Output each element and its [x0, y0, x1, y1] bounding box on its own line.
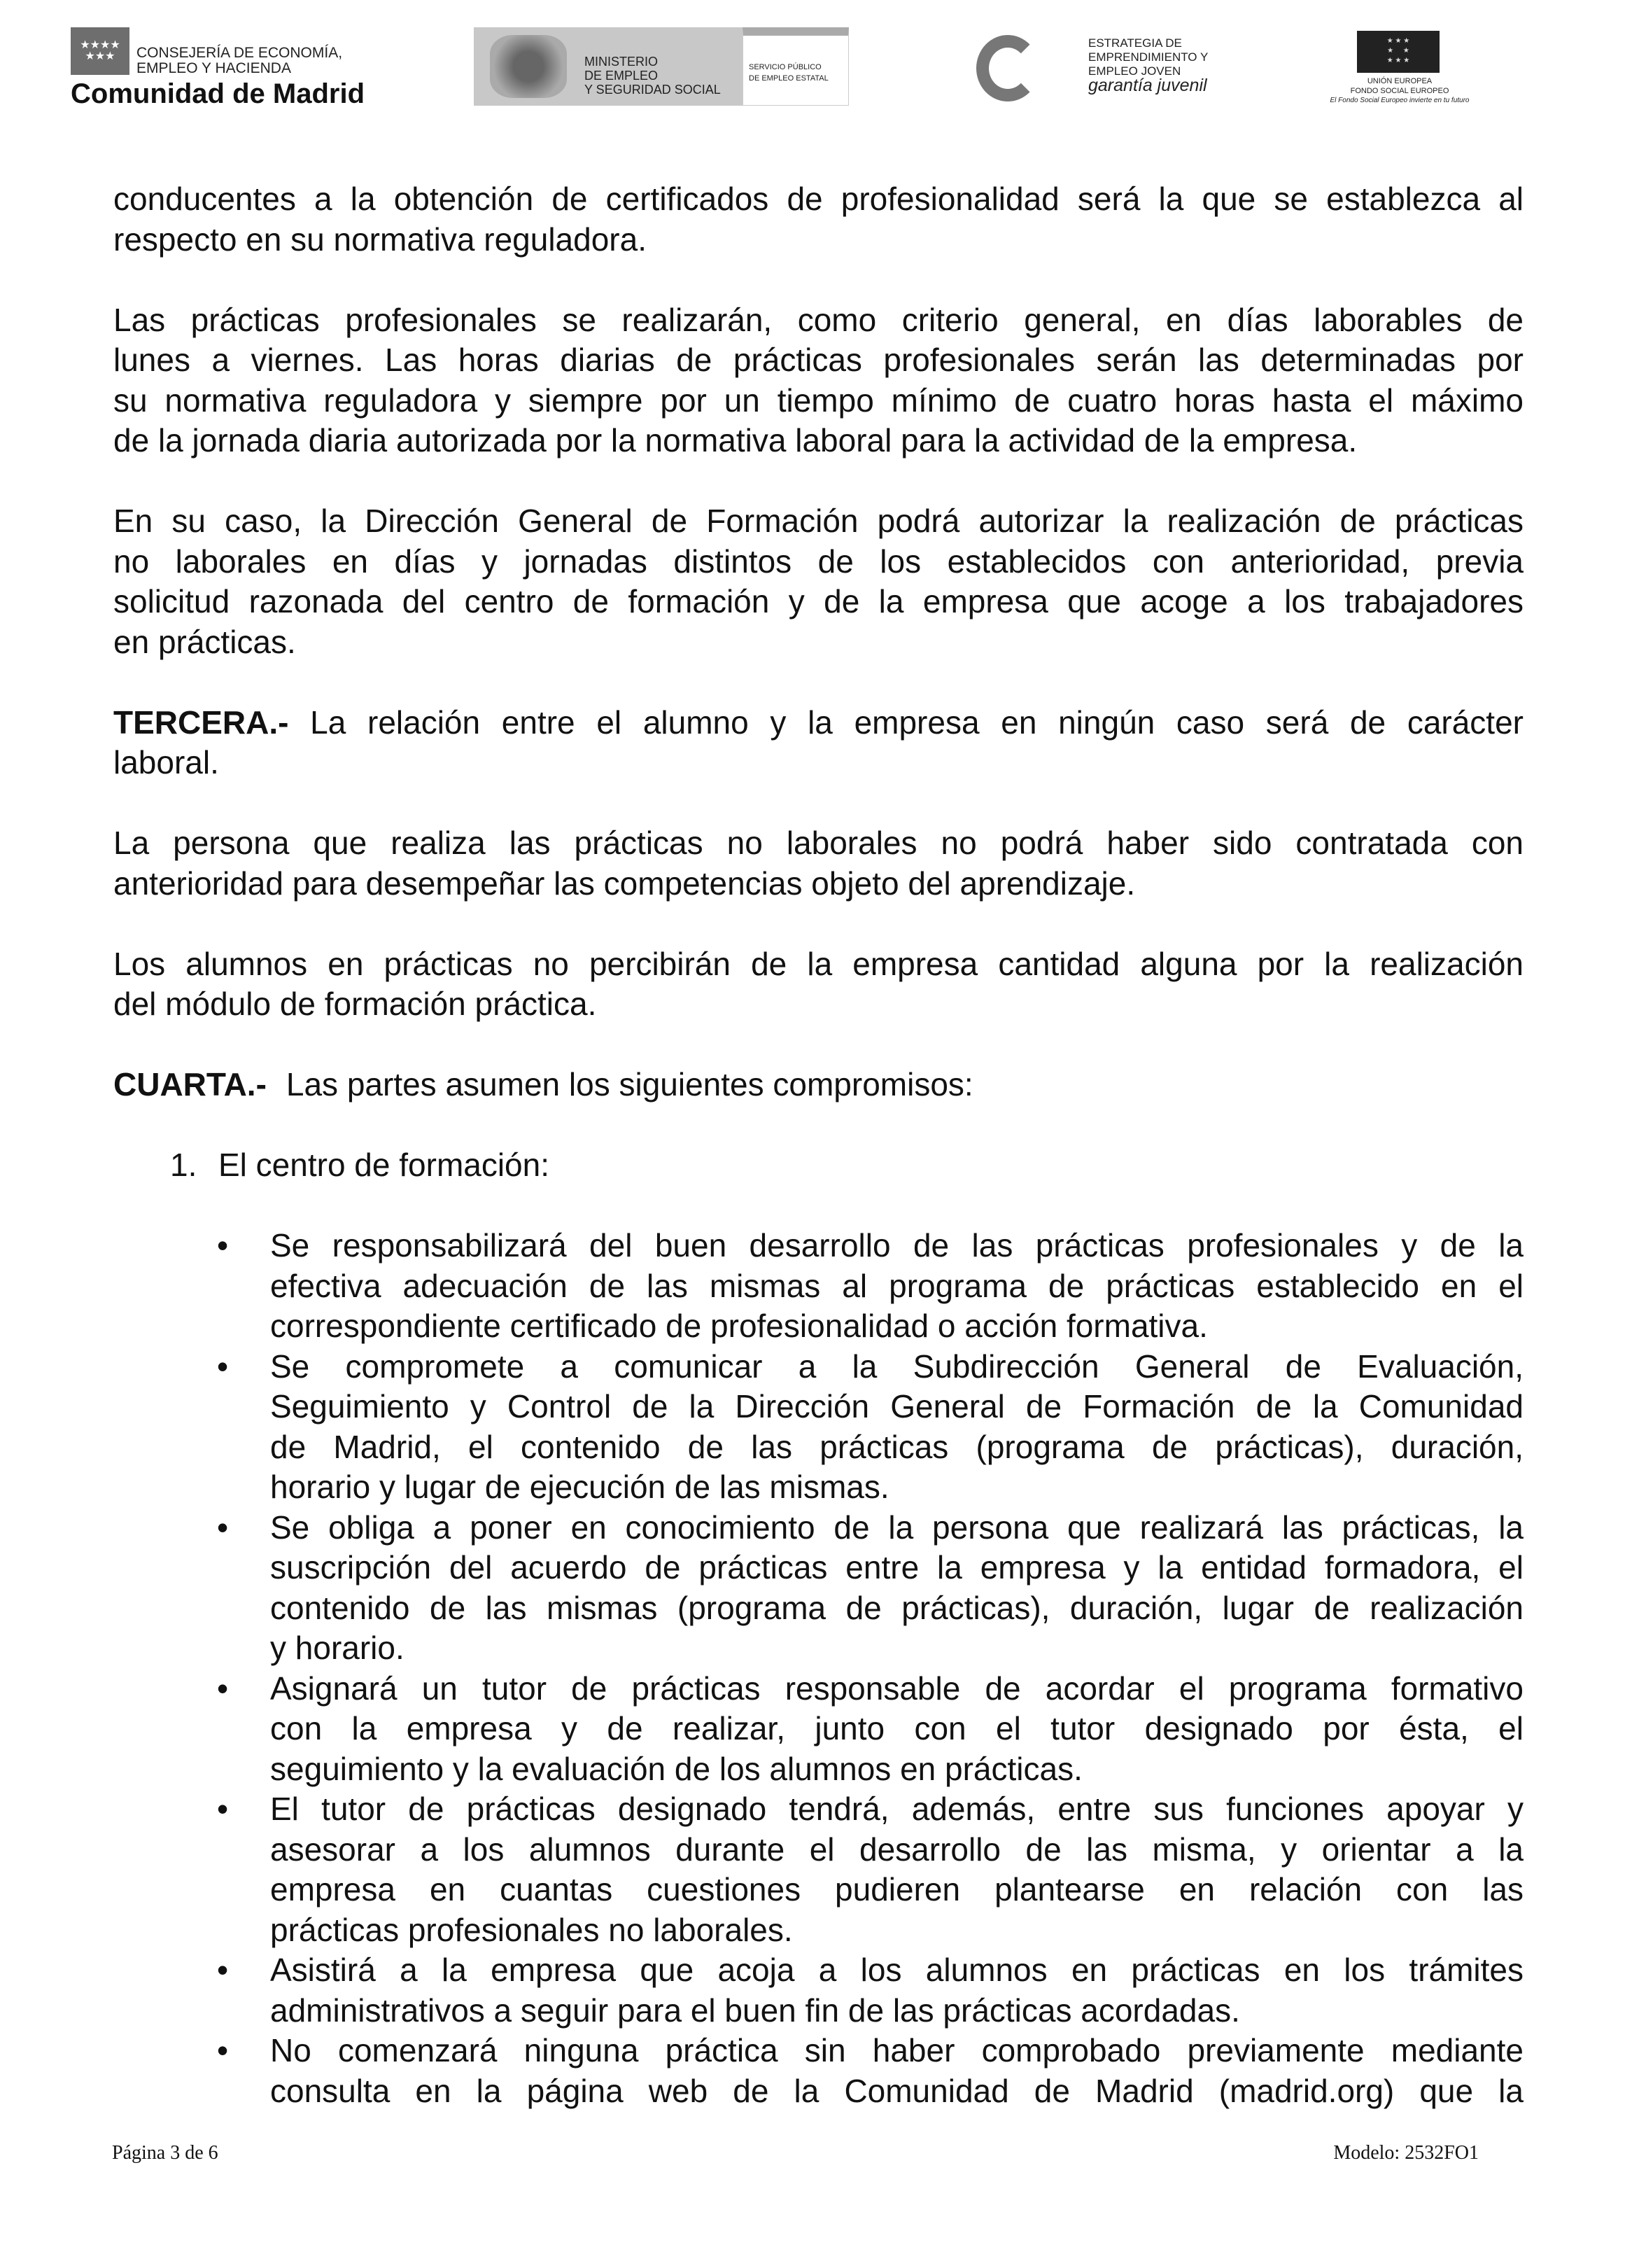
text-line: prácticas profesionales no laborales.	[270, 1911, 793, 1948]
clause-cuarta	[113, 1065, 1524, 1105]
bullet-icon: •	[217, 1348, 229, 1385]
text-line: Asistirá a la empresa que acoja a los alumnos en prácticas en los trámites	[270, 1952, 1524, 1988]
list-item	[113, 1950, 1524, 2031]
text-line: contenido de las mismas (programa de prácticas), duración, lugar de realización	[270, 1589, 1524, 1626]
text-line: Seguimiento y Control de la Dirección General de Formación de la Comunidad	[270, 1388, 1524, 1424]
ministerio-line3: Y SEGURIDAD SOCIAL	[584, 83, 721, 97]
document-body	[113, 179, 1524, 2111]
text-line: No comenzará ninguna práctica sin haber comprobado previamente mediante	[270, 2032, 1524, 2068]
bullet-list	[113, 1226, 1524, 2111]
ministerio-line2: DE EMPLEO	[584, 69, 659, 83]
list-item	[113, 1669, 1524, 1790]
text-line: respecto en su normativa reguladora.	[113, 220, 647, 258]
text-line: En su caso, la Dirección General de Formación podrá autorizar la realización de prácticas	[113, 503, 1524, 539]
numbered-item	[113, 1145, 1524, 1186]
text-line: consulta en la página web de la Comunidad de Madrid (madrid.org) que la	[270, 2072, 1524, 2109]
sepe-line1: SERVICIO PÚBLICO	[749, 63, 822, 71]
bullet-icon: •	[217, 1791, 229, 1827]
text-line: Se obliga a poner en conocimiento de la persona que realizará las prácticas, la	[270, 1508, 1524, 1546]
text-line: solicitud razonada del centro de formación y de la empresa que acoge a los trabajadores	[113, 583, 1524, 620]
ministerio-line1: MINISTERIO	[584, 55, 659, 69]
bullet-icon: •	[217, 1670, 229, 1707]
text-line: en prácticas.	[113, 623, 296, 660]
text-line: correspondiente certificado de profesionalidad o acción formativa.	[270, 1308, 1208, 1344]
tercera-text-line: laboral.	[113, 744, 219, 780]
garantia-line4: garantía juvenil	[1088, 76, 1207, 95]
list-label: El centro de formación:	[218, 1147, 550, 1183]
paragraph	[113, 179, 1524, 260]
cuarta-label: CUARTA.-	[113, 1066, 267, 1102]
paragraph	[113, 501, 1524, 662]
text-line: no laborales en días y jornadas distintos de los establecidos con anterioridad, previa	[113, 542, 1524, 580]
text-line: lunes a viernes. Las horas diarias de prácticas profesionales serán las determinadas por	[113, 342, 1524, 378]
text-line: Las prácticas profesionales se realizarán, como criterio general, en días laborables de	[113, 301, 1524, 338]
cuarta-text: Las partes asumen los siguientes compromisos:	[286, 1066, 973, 1102]
text-line: Los alumnos en prácticas no percibirán de la empresa cantidad alguna por la realización	[113, 945, 1524, 982]
text-line: Se responsabilizará del buen desarrollo de las prácticas profesionales y de la	[270, 1227, 1524, 1264]
garantia-line2: EMPRENDIMIENTO Y	[1088, 50, 1209, 64]
text-line: empresa en cuantas cuestiones pudieren plantearse en relación con las	[270, 1871, 1524, 1907]
text-line: de la jornada diaria autorizada por la normativa laboral para la actividad de la empresa.	[113, 422, 1358, 458]
madrid-logo-name: Comunidad de Madrid	[71, 78, 365, 109]
list-item	[113, 1226, 1524, 1347]
text-line: de Madrid, el contenido de las prácticas (programa de prácticas), duración,	[270, 1428, 1524, 1465]
text-line: anterioridad para desempeñar las competencias objeto del aprendizaje.	[113, 864, 1136, 902]
tercera-text: La relación entre el alumno y la empresa en ningún caso será de carácter	[288, 704, 1524, 741]
garantia-swirl-icon	[976, 35, 1039, 102]
garantia-line3: EMPLEO JOVEN	[1088, 64, 1181, 78]
clause-tercera	[113, 703, 1524, 783]
eu-line3: El Fondo Social Europeo invierte en tu futuro	[1330, 97, 1470, 104]
bullet-icon: •	[217, 2032, 229, 2068]
text-line: asesorar a los alumnos durante el desarrollo de las misma, y orientar a la	[270, 1830, 1524, 1868]
madrid-logo-line1: CONSEJERÍA DE ECONOMÍA,	[136, 45, 343, 61]
eu-line2: FONDO SOCIAL EUROPEO	[1350, 87, 1449, 95]
page-number: Página 3 de 6	[112, 2142, 218, 2164]
text-line: La persona que realiza las prácticas no laborales no podrá haber sido contratada con	[113, 825, 1524, 861]
paragraph	[113, 944, 1524, 1025]
text-line: administrativos a seguir para el buen fin de las prácticas acordadas.	[270, 1991, 1240, 2029]
paragraph	[113, 823, 1524, 904]
text-line: seguimiento y la evaluación de los alumnos en prácticas.	[270, 1750, 1083, 1787]
garantia-line1: ESTRATEGIA DE	[1088, 36, 1182, 50]
tercera-label: TERCERA.-	[113, 704, 289, 741]
paragraph	[113, 300, 1524, 461]
text-line: Asignará un tutor de prácticas responsable de acordar el programa formativo	[270, 1670, 1524, 1707]
text-line: El tutor de prácticas designado tendrá, además, entre sus funciones apoyar y	[270, 1791, 1524, 1827]
bullet-icon: •	[217, 1508, 229, 1546]
text-line: Se compromete a comunicar a la Subdirección General de Evaluación,	[270, 1348, 1524, 1385]
list-number: 1.	[170, 1147, 197, 1183]
bullet-icon: •	[217, 1952, 229, 1988]
madrid-flag-icon: ★★★★ ★★★	[71, 27, 129, 75]
eu-flag-icon: ★ ★ ★ ★ ★ ★ ★ ★	[1357, 31, 1440, 73]
coat-of-arms-icon	[490, 35, 567, 98]
bullet-icon: •	[217, 1227, 229, 1264]
list-item	[113, 1789, 1524, 1950]
madrid-logo-line2: EMPLEO Y HACIENDA	[136, 60, 291, 76]
text-line: conducentes a la obtención de certificados de profesionalidad será la que se establezca al	[113, 181, 1524, 217]
text-line: del módulo de formación práctica.	[113, 986, 597, 1022]
list-item	[113, 1508, 1524, 1669]
list-item	[113, 2031, 1524, 2111]
model-code: Modelo: 2532FO1	[1333, 2142, 1479, 2164]
text-line: horario y lugar de ejecución de las mismas.	[270, 1469, 889, 1505]
text-line: efectiva adecuación de las mismas al programa de prácticas establecido en el	[270, 1267, 1524, 1304]
text-line: con la empresa y de realizar, junto con el tutor designado por ésta, el	[270, 1710, 1524, 1746]
text-line: suscripción del acuerdo de prácticas entre la empresa y la entidad formadora, el	[270, 1549, 1524, 1586]
text-line: y horario.	[270, 1630, 405, 1666]
list-item	[113, 1347, 1524, 1508]
text-line: su normativa reguladora y siempre por un tiempo mínimo de cuatro horas hasta el máximo	[113, 382, 1524, 419]
sepe-line2: DE EMPLEO ESTATAL	[749, 74, 829, 83]
eu-line1: UNIÓN EUROPEA	[1367, 77, 1433, 85]
